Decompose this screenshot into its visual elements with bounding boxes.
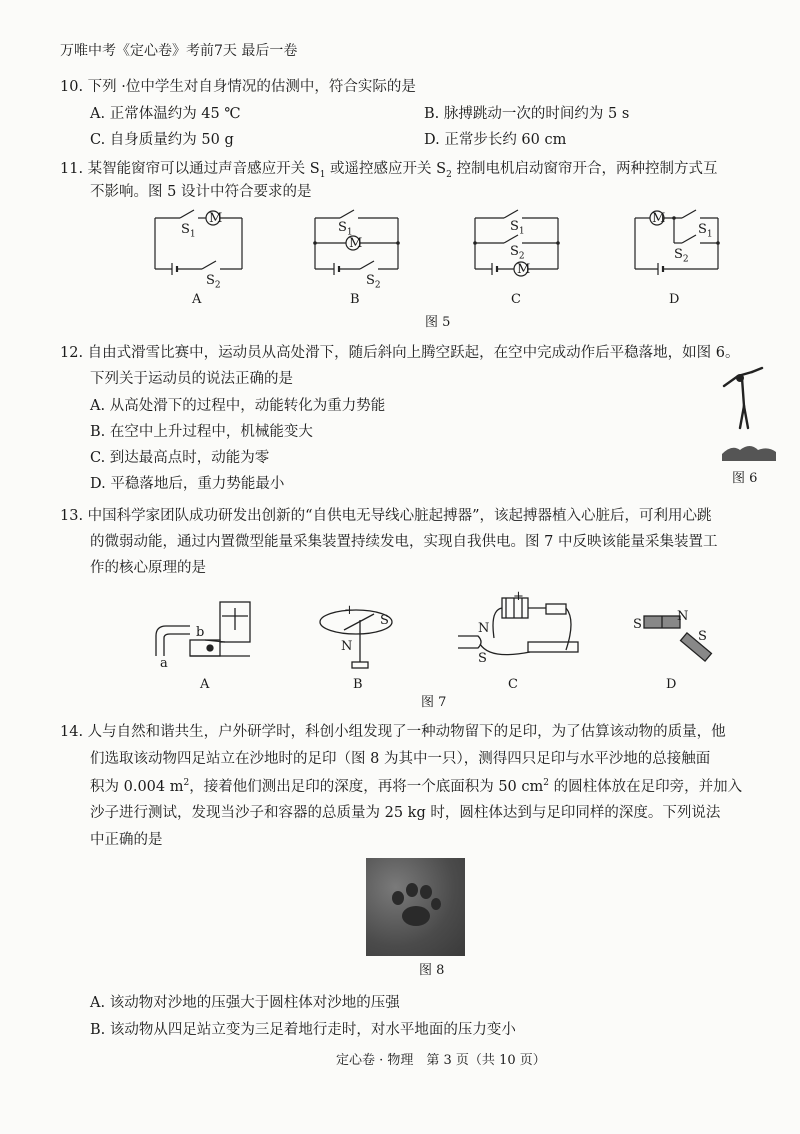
q14-line1: 14. 人与自然和谐共生，户外研学时，科创小组发现了一种动物留下的足印，为了估算该动物的质量，他	[60, 724, 726, 740]
fig7-c-label-plus: +	[513, 589, 524, 604]
fig7-b-option-label: B	[353, 677, 363, 692]
page-footer: 定心卷 · 物理 第 3 页（共 10 页）	[336, 1053, 546, 1068]
circuit-d-s2-label: $S_2$	[674, 247, 689, 265]
q11-line2: 不影响。图 5 设计中符合要求的是	[90, 184, 312, 200]
q13-line3: 作的核心原理的是	[90, 560, 206, 576]
q11-line1: 11. 某智能窗帘可以通过声音感应开关 $S_1$ 或遥控感应开关 $S_2$ 控制电机启动窗帘开合，两种控制方式互	[60, 161, 718, 180]
figure-5-caption: 图 5	[425, 315, 451, 330]
circuit-c-s1-label: $S_1$	[510, 219, 525, 237]
fig7-c-option-label: C	[508, 677, 518, 692]
figure-8-caption: 图 8	[419, 963, 445, 978]
fig7-c-label-n: N	[478, 621, 490, 636]
circuit-c-option-label: C	[511, 292, 521, 307]
q14-line3: 积为 0.004 $m^2$，接着他们测出足印的深度，再将一个底面积为 50 $cm^2$ 的圆柱体放在足印旁，并加入	[90, 778, 743, 795]
fig7-d-label-n: N	[677, 609, 689, 624]
circuit-b-option-label: B	[350, 292, 360, 307]
circuit-b-s2-label: $S_2$	[366, 273, 381, 291]
figure-6-caption: 图 6	[732, 471, 758, 486]
circuit-a-s2-label: $S_2$	[206, 273, 221, 291]
circuit-d-motor-label: M	[652, 211, 666, 226]
circuit-b-motor-label: M	[349, 236, 363, 251]
circuit-d	[630, 205, 730, 285]
fig7-d-label-s-left: S	[633, 617, 642, 632]
q10-option-a: A. 正常体温约为 45 ℃	[90, 106, 241, 122]
fig7-d-label-s-right: S	[698, 629, 707, 644]
circuit-a-option-label: A	[192, 292, 202, 307]
q10-option-d: D. 正常步长约 60 cm	[424, 132, 567, 148]
q10-option-c: C. 自身质量约为 50 g	[90, 132, 234, 148]
circuit-c-motor-label: M	[517, 262, 531, 277]
q14-line5: 中正确的是	[90, 832, 163, 848]
footprint-photo	[366, 858, 465, 956]
q14-option-a: A. 该动物对沙地的压强大于圆柱体对沙地的压强	[90, 995, 400, 1011]
fig7-c-label-s: S	[478, 651, 487, 666]
circuit-a	[150, 205, 250, 285]
circuit-d-option-label: D	[669, 292, 680, 307]
circuit-d-s1-label: $S_1$	[698, 222, 713, 240]
q12-option-a: A. 从高处滑下的过程中，动能转化为重力势能	[90, 398, 386, 414]
q14-line4: 沙子进行测试，发现当沙子和容器的总质量为 25 kg 时，圆柱体达到与足印同样的深度。下列说法	[90, 805, 721, 821]
fig7-a-option-label: A	[200, 677, 210, 692]
q12-line1: 12. 自由式滑雪比赛中，运动员从高处滑下，随后斜向上腾空跃起，在空中完成动作后平稳落地，如图 6。	[60, 345, 740, 361]
skier-figure	[718, 366, 778, 461]
q12-option-d: D. 平稳落地后，重力势能最小	[90, 476, 285, 492]
q12-line2: 下列关于运动员的说法正确的是	[90, 371, 293, 387]
q14-option-b: B. 该动物从四足站立变为三足着地行走时，对水平地面的压力变小	[90, 1022, 516, 1038]
q10-stem: 10. 下列 ·位中学生对自身情况的估测中，符合实际的是	[60, 79, 416, 95]
fig7-b-label-n: N	[341, 639, 353, 654]
q13-line1: 13. 中国科学家团队成功研发出创新的“自供电无导线心脏起搏器”，该起搏器植入心脏后，可利用心跳	[60, 508, 712, 524]
circuit-a-motor-label: M	[209, 211, 223, 226]
fig7-b-apparatus	[316, 600, 406, 675]
fig7-b-label-plus: +	[344, 603, 355, 618]
circuit-a-s1-label: $S_1$	[181, 222, 196, 240]
q13-line2: 的微弱动能，通过内置微型能量采集装置持续发电，实现自我供电。图 7 中反映该能量采集装置工	[90, 534, 718, 550]
q12-option-c: C. 到达最高点时，动能为零	[90, 450, 270, 466]
fig7-b-label-s: S	[380, 613, 389, 628]
page-header: 万唯中考《定心卷》考前7天 最后一卷	[60, 43, 298, 59]
q10-option-b: B. 脉搏跳动一次的时间约为 5 s	[424, 106, 630, 122]
q14-line2: 们选取该动物四足站立在沙地时的足印（图 8 为其中一只），测得四只足印与水平沙地的总接触面	[90, 751, 711, 767]
fig7-d-option-label: D	[666, 677, 677, 692]
circuit-b-s1-label: $S_1$	[338, 220, 353, 238]
fig7-a-label-b: b	[196, 625, 205, 640]
circuit-c-s2-label: $S_2$	[510, 244, 525, 262]
figure-7-caption: 图 7	[421, 695, 447, 710]
fig7-a-label-a: a	[160, 656, 168, 671]
q12-option-b: B. 在空中上升过程中，机械能变大	[90, 424, 313, 440]
